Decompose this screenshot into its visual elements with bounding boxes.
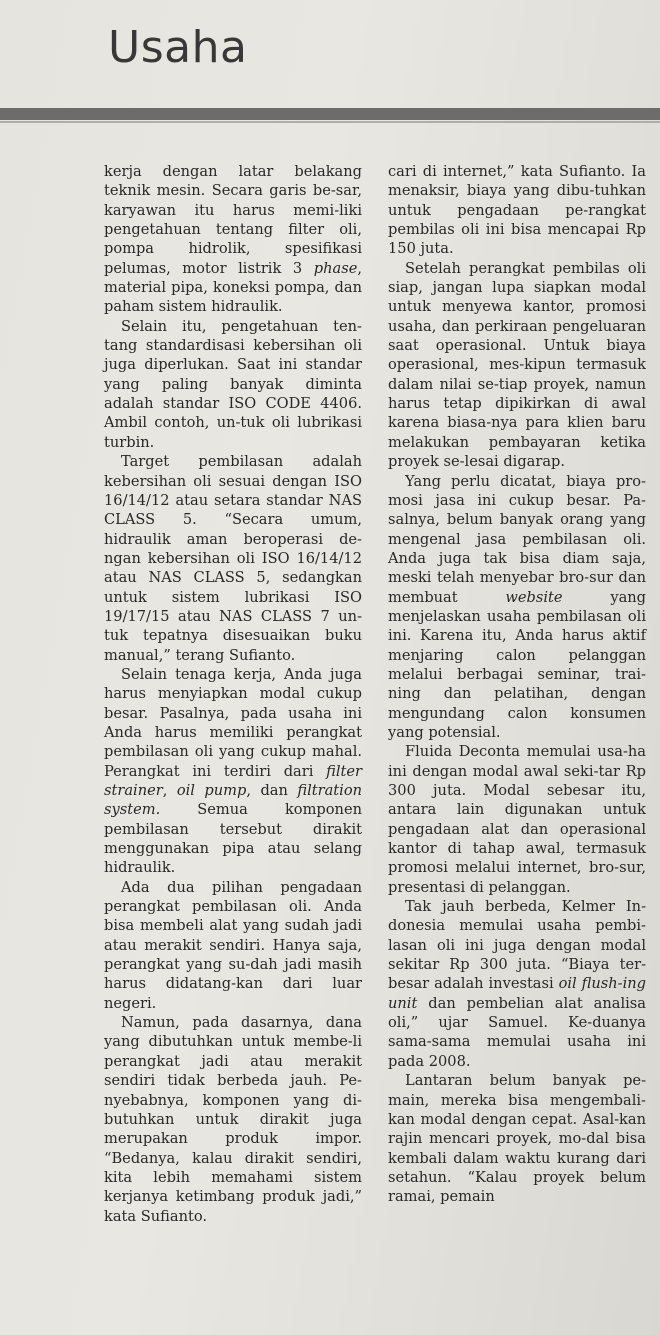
article-column-left: [104, 162, 362, 1226]
paragraph: Tak jauh berbeda, Kelmer In-donesia memulai usaha pembi-lasan oli ini juga dengan modal sekitar Rp 300 juta. “Biaya ter-besar adalah investasi oil flush-ing unit dan pembelian alat analisa oli,” ujar Samuel. Ke-duanya sama-sama memulai usaha ini pada 2008.: [388, 898, 646, 1070]
paragraph: Ada dua pilihan pengadaan perangkat pembilasan oli. Anda bisa membeli alat yang sudah jadi atau merakit sendiri. Hanya saja, perangkat yang su-dah jadi masih harus didatang-kan dari luar negeri.: [104, 878, 362, 1012]
section-title: Usaha: [108, 22, 248, 73]
paragraph: Fluida Deconta memulai usa-ha ini dengan modal awal seki-tar Rp 300 juta. Modal sebesar itu, antara lain digunakan untuk pengadaan alat dan operasional kantor di tahap awal, termasuk promosi melalui internet, bro-sur, presentasi di pelanggan.: [388, 743, 646, 896]
paragraph: Setelah perangkat pembilas oli siap, jangan lupa siapkan modal untuk menyewa kantor, promosi usaha, dan perkiraan pengeluaran saat operasional. Untuk biaya operasional, mes-kipun termasuk dalam nilai se-tiap proyek, namun harus tetap dipikirkan di awal karena biasa-nya para klien baru melakukan pembayaran ketika proyek se-lesai digarap.: [388, 259, 646, 471]
paragraph: kerja dengan latar belakang teknik mesin. Secara garis be-sar, karyawan itu harus memi-liki pengetahuan tentang filter oli, pompa hidrolik, spesifikasi pelumas, motor listrik 3 phase, material pipa, koneksi pompa, dan paham sistem hidraulik.: [104, 163, 362, 316]
paragraph: Selain itu, pengetahuan ten-tang standardisasi kebersihan oli juga diperlukan. Saat ini standar yang paling banyak diminta adalah standar ISO CODE 4406. Ambil contoh, un-tuk oli lubrikasi turbin.: [104, 317, 362, 451]
paragraph: Namun, pada dasarnya, dana yang dibutuhkan untuk membe-li perangkat jadi atau merakit sendiri tidak berbeda jauh. Pe-nyebabnya, komponen yang di-butuhkan untuk dirakit juga merupakan produk impor. “Bedanya, kalau dirakit sendiri, kita lebih memahami sistem kerjanya ketimbang produk jadi,” kata Sufianto.: [104, 1014, 362, 1225]
paragraph: Yang perlu dicatat, biaya pro-mosi jasa ini cukup besar. Pa-salnya, belum banyak orang yang mengenal jasa pembilasan oli. Anda juga tak bisa diam saja, meski telah menyebar bro-sur dan membuat website yang menjelaskan usaha pembilasan oli ini. Karena itu, Anda harus aktif menjaring calon pelanggan melalui berbagai seminar, trai-ning dan pelatihan, dengan mengundang calon konsumen yang potensial.: [388, 472, 647, 741]
paragraph: Lantaran belum banyak pe-main, mereka bisa mengembali-kan modal dengan cepat. Asal-kan rajin mencari proyek, mo-dal bisa kembali dalam waktu kurang dari setahun. “Kalau proyek belum ramai, pemain: [388, 1072, 646, 1206]
paragraph: Selain tenaga kerja, Anda juga harus menyiapkan modal cukup besar. Pasalnya, pada usaha ini Anda harus memiliki perangkat pembilasan oli yang cukup mahal. Perangkat ini terdiri dari filter strainer, oil pump, dan filtration system. Semua komponen pembilasan tersebut dirakit menggunakan pipa atau selang hidraulik.: [104, 665, 363, 877]
header-rule: [0, 108, 660, 120]
article-column-right: [388, 162, 646, 1207]
header-rule-thin: [0, 121, 660, 123]
paragraph: Target pembilasan adalah kebersihan oli sesuai dengan ISO 16/14/12 atau setara standar NAS CLASS 5. “Secara umum, hidraulik aman beroperasi de-ngan kebersihan oli ISO 16/14/12 atau NAS CLASS 5, sedangkan untuk sistem lubrikasi ISO 19/17/15 atau NAS CLASS 7 un-tuk tepatnya disesuaikan buku manual,” terang Sufianto.: [104, 453, 362, 664]
paragraph: cari di internet,” kata Sufianto. Ia menaksir, biaya yang dibu-tuhkan untuk pengadaan pe-rangkat pembilas oli ini bisa mencapai Rp 150 juta.: [388, 163, 646, 258]
